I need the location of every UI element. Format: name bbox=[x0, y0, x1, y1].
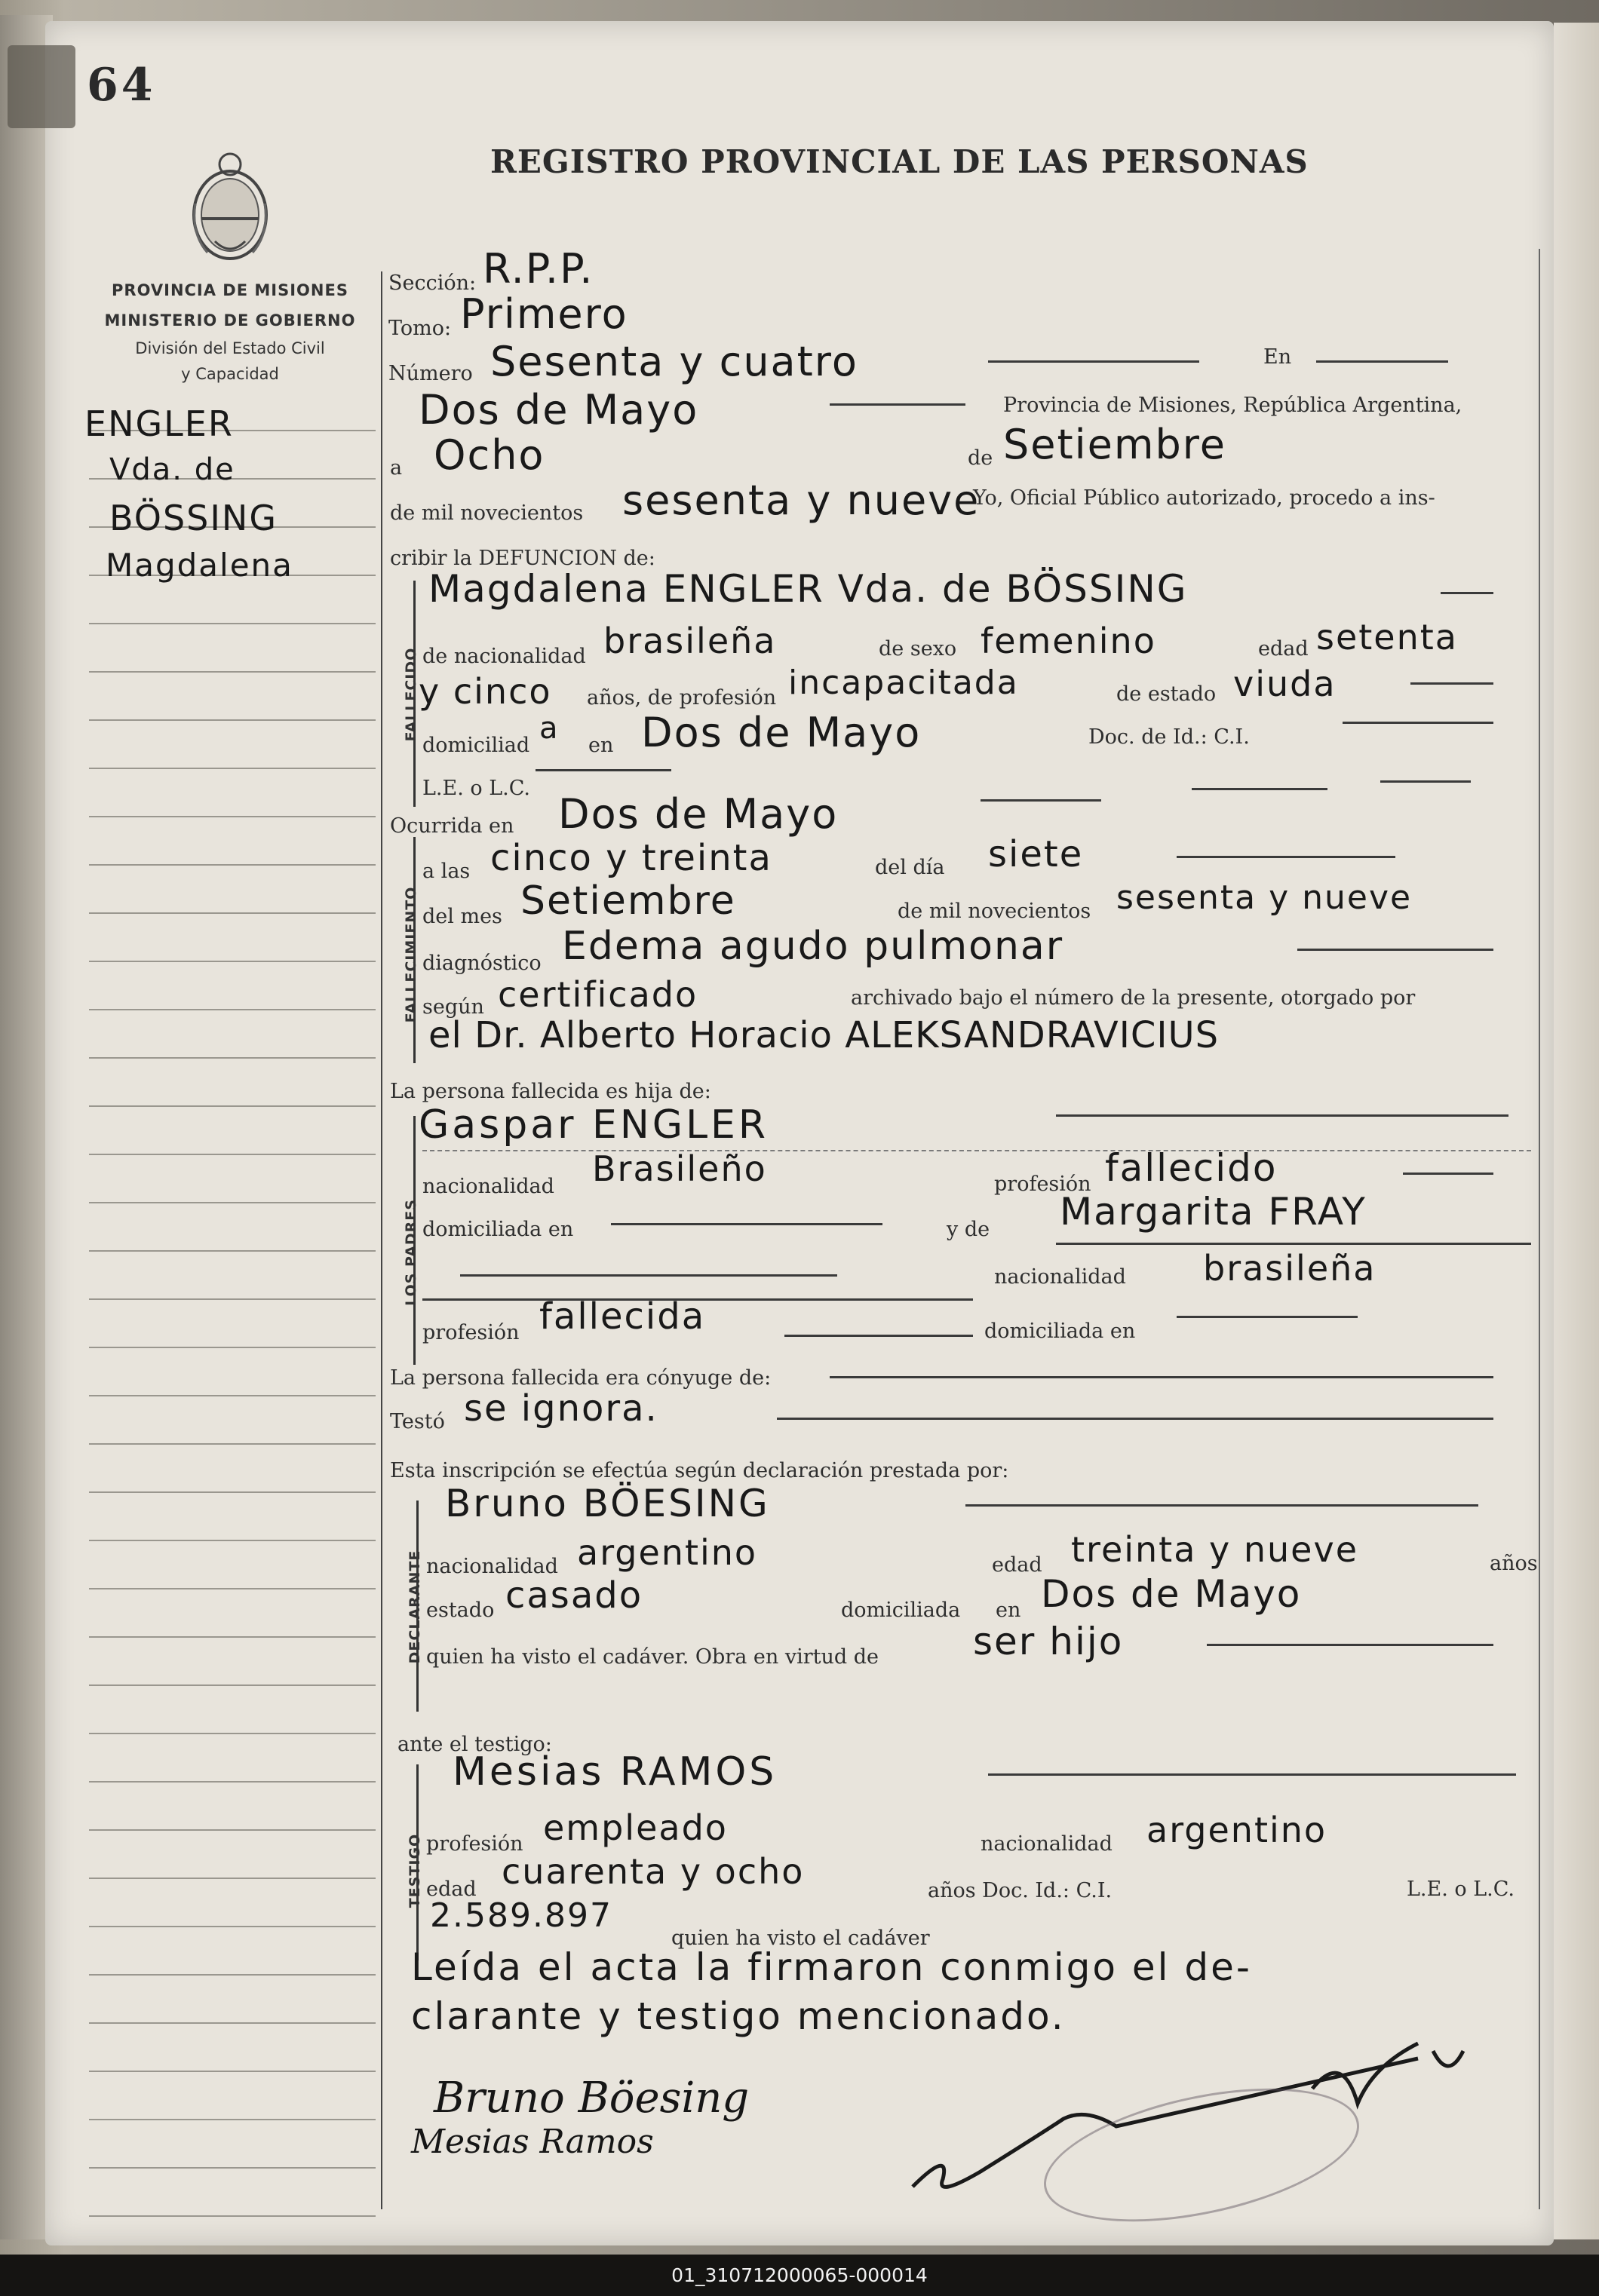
margin-line bbox=[89, 1443, 376, 1445]
declarante-dom-label: domiciliada bbox=[841, 1599, 961, 1622]
fallecido-domicilio-label: domiciliad bbox=[422, 734, 530, 757]
a-label: a bbox=[390, 456, 403, 480]
seccion-value: R.P.P. bbox=[483, 245, 594, 293]
margin-line bbox=[89, 1636, 376, 1638]
fallec-anio-label: de mil novecientos bbox=[898, 900, 1091, 923]
testigo-edad: cuarenta y ocho bbox=[502, 1851, 805, 1892]
medico-value: el Dr. Alberto Horacio ALEKSANDRAVICIUS bbox=[428, 1014, 1220, 1056]
hora-label: a las bbox=[422, 860, 471, 883]
mes-value: Setiembre bbox=[520, 878, 736, 924]
margin-line bbox=[89, 912, 376, 914]
dia-label: del día bbox=[875, 856, 945, 879]
document-title: REGISTRO PROVINCIAL DE LAS PERSONAS bbox=[490, 143, 1309, 180]
fallecido-side-label: FALLECIDO bbox=[403, 647, 419, 742]
madre-dom-label: domiciliada en bbox=[984, 1320, 1136, 1343]
anio-label: de mil novecientos bbox=[390, 501, 584, 525]
declarante-side-label: DECLARANTE bbox=[407, 1550, 423, 1664]
declarante-nacionalidad: argentino bbox=[577, 1532, 758, 1573]
numero-label: Número bbox=[388, 362, 473, 385]
testigo-nombre: Mesias RAMOS bbox=[453, 1749, 778, 1795]
margin-line bbox=[89, 1057, 376, 1059]
margin-line bbox=[89, 1733, 376, 1734]
cierre-line-2: clarante y testigo mencionado. bbox=[411, 1994, 1066, 2038]
tomo-value: Primero bbox=[460, 290, 628, 338]
testigo-le-label: L.E. o L.C. bbox=[1407, 1878, 1515, 1901]
padre-profesion: fallecido bbox=[1105, 1146, 1278, 1190]
testigo-edad-label: edad bbox=[426, 1878, 477, 1901]
book-edge-right bbox=[1554, 23, 1599, 2239]
fallecido-doc-fill bbox=[1343, 722, 1493, 724]
fallecido-edad-label: edad bbox=[1258, 637, 1309, 661]
margin-line bbox=[89, 1684, 376, 1686]
en-label: En bbox=[1263, 345, 1292, 369]
hora-value: cinco y treinta bbox=[490, 837, 772, 879]
declarante-estado: casado bbox=[505, 1574, 643, 1617]
margin-line bbox=[89, 768, 376, 769]
testigo-nacionalidad: argentino bbox=[1146, 1810, 1327, 1850]
agency-block bbox=[83, 275, 377, 387]
margin-line bbox=[89, 1926, 376, 1927]
fallecido-domicilio-suffix: a bbox=[539, 711, 560, 746]
margin-line bbox=[89, 2022, 376, 2024]
conyuge-label: La persona fallecida era cónyuge de: bbox=[390, 1366, 772, 1390]
padres-side-label: LOS PADRES bbox=[403, 1199, 419, 1306]
en-fill-line bbox=[1316, 360, 1448, 363]
fallecido-anos-label: años, de profesión bbox=[587, 686, 777, 710]
testigo-anos-label: años Doc. Id.: C.I. bbox=[928, 1879, 1113, 1902]
fallecido-estado-fill bbox=[1410, 682, 1493, 685]
margin-line bbox=[89, 864, 376, 866]
form-right-border bbox=[1539, 249, 1540, 2209]
margin-line bbox=[89, 816, 376, 817]
fallecido-sexo-label: de sexo bbox=[879, 637, 957, 661]
testo-fill bbox=[777, 1418, 1493, 1420]
fallecido-le-fill bbox=[536, 769, 671, 771]
fallecido-estado: viuda bbox=[1233, 664, 1337, 704]
testigo-side-label: TESTIGO bbox=[407, 1833, 423, 1908]
padre-dom-fill bbox=[611, 1223, 882, 1225]
mes-label: del mes bbox=[422, 905, 502, 928]
declarante-edad: treinta y nueve bbox=[1071, 1529, 1358, 1570]
declarante-nombre-fill bbox=[965, 1504, 1478, 1507]
padre-dom-label: domiciliada en bbox=[422, 1218, 574, 1241]
numero-value: Sesenta y cuatro bbox=[490, 338, 858, 385]
testo-value: se ignora. bbox=[464, 1387, 658, 1430]
madre-profesion: fallecida bbox=[539, 1295, 706, 1338]
margin-line bbox=[89, 2167, 376, 2169]
margin-line bbox=[89, 719, 376, 721]
testigo-visto-label: quien ha visto el cadáver bbox=[671, 1927, 930, 1950]
margin-line bbox=[89, 1491, 376, 1493]
fallecido-estado-label: de estado bbox=[1116, 682, 1217, 706]
segun-label: según bbox=[422, 995, 484, 1019]
margin-given-name: Magdalena bbox=[106, 547, 293, 584]
padre-profesion-fill bbox=[1403, 1173, 1493, 1175]
agency-ministry: MINISTERIO DE GOBIERNO bbox=[104, 311, 356, 330]
declarante-edad-label: edad bbox=[992, 1553, 1042, 1577]
binder-clip bbox=[8, 45, 75, 128]
margin-line bbox=[89, 1829, 376, 1831]
margin-line bbox=[89, 1974, 376, 1976]
image-id-footer: 01_310712000065-000014 bbox=[0, 2255, 1599, 2296]
firma-testigo: Mesias Ramos bbox=[411, 2123, 654, 2161]
testigo-ante-label: ante el testigo: bbox=[397, 1733, 552, 1756]
testigo-nac-label: nacionalidad bbox=[981, 1832, 1113, 1856]
declarante-nac-label: nacionalidad bbox=[426, 1555, 558, 1578]
yde-label: y de bbox=[947, 1218, 990, 1241]
margin-line bbox=[89, 1202, 376, 1203]
dia-value: Ocho bbox=[434, 431, 545, 479]
fallecido-edad: setenta bbox=[1316, 617, 1458, 658]
margin-line bbox=[89, 1347, 376, 1348]
page-number: 64 bbox=[87, 59, 156, 112]
declarante-estado-label: estado bbox=[426, 1599, 495, 1622]
seccion-label: Sección: bbox=[388, 271, 477, 295]
declarante-virtud: ser hijo bbox=[973, 1620, 1124, 1663]
diagnostico-label: diagnóstico bbox=[422, 952, 542, 975]
padre-rule bbox=[422, 1150, 1531, 1151]
conyuge-fill bbox=[830, 1376, 1493, 1378]
ocurrida-label: Ocurrida en bbox=[390, 814, 514, 838]
fallecido-le-fill4 bbox=[1380, 780, 1471, 783]
margin-line bbox=[89, 2071, 376, 2072]
madre-prof-label: profesión bbox=[422, 1321, 520, 1344]
fallecido-nac-label: de nacionalidad bbox=[422, 645, 586, 668]
archivado-text: archivado bajo el número de la presente, otorgado por bbox=[851, 986, 1416, 1010]
padre-nacionalidad: Brasileño bbox=[592, 1148, 767, 1189]
form-left-border bbox=[381, 271, 382, 2209]
madre-nacionalidad: brasileña bbox=[1203, 1248, 1376, 1289]
testo-label: Testó bbox=[390, 1410, 445, 1433]
fallecimiento-side-label: FALLECIMIENTO bbox=[403, 886, 419, 1023]
diagnostico-fill bbox=[1297, 949, 1493, 951]
agency-division: División del Estado Civil bbox=[135, 339, 325, 357]
lugar-fill-line bbox=[830, 403, 965, 406]
fallecido-domicilio: Dos de Mayo bbox=[641, 709, 922, 756]
margin-line bbox=[89, 1781, 376, 1783]
fallecido-nombre-fill bbox=[1441, 592, 1493, 594]
madre-nombre-fill bbox=[1056, 1243, 1531, 1245]
declarante-domicilio: Dos de Mayo bbox=[1041, 1572, 1302, 1616]
declarante-nombre: Bruno BÖESING bbox=[445, 1482, 770, 1525]
declarante-visto-label: quien ha visto el cadáver. Obra en virtud de bbox=[426, 1645, 879, 1669]
fallecido-doc-label: Doc. de Id.: C.I. bbox=[1088, 725, 1250, 749]
margin-line bbox=[89, 1105, 376, 1107]
hija-label: La persona fallecida es hija de: bbox=[390, 1080, 711, 1103]
margin-line bbox=[89, 671, 376, 673]
margin-line bbox=[89, 1154, 376, 1155]
testigo-prof-label: profesión bbox=[426, 1832, 523, 1856]
fallecido-profesion: incapacitada bbox=[788, 664, 1019, 702]
margin-line bbox=[89, 1009, 376, 1010]
madre-profesion-fill bbox=[784, 1335, 973, 1337]
margin-line bbox=[89, 2119, 376, 2120]
de-label: de bbox=[968, 446, 993, 470]
anio-value: sesenta y nueve bbox=[622, 477, 981, 524]
declarante-en-label: en bbox=[996, 1599, 1021, 1622]
margin-line bbox=[89, 2215, 376, 2217]
margin-line bbox=[89, 1298, 376, 1300]
firma-declarante: Bruno Böesing bbox=[434, 2074, 750, 2123]
oficial-text: Yo, Oficial Público autorizado, procedo a ins- bbox=[973, 486, 1435, 510]
margin-line bbox=[89, 1395, 376, 1396]
margin-line bbox=[89, 1588, 376, 1589]
padre-nac-label: nacionalidad bbox=[422, 1175, 554, 1198]
madre-nombre: Margarita FRAY bbox=[1060, 1190, 1367, 1234]
provincia-text: Provincia de Misiones, República Argentina, bbox=[1003, 394, 1462, 417]
padre-dom-fill2 bbox=[460, 1274, 837, 1277]
margin-line bbox=[89, 623, 376, 624]
declarante-intro: Esta inscripción se efectúa según declaración prestada por: bbox=[390, 1459, 1009, 1482]
dia-value: siete bbox=[988, 833, 1084, 875]
coat-of-arms-seal-icon bbox=[185, 143, 275, 264]
testigo-nombre-fill bbox=[988, 1773, 1516, 1776]
mes-value: Setiembre bbox=[1003, 421, 1227, 468]
margin-line bbox=[89, 1540, 376, 1541]
diagnostico-value: Edema agudo pulmonar bbox=[562, 924, 1064, 969]
lugar-value: Dos de Mayo bbox=[419, 386, 699, 434]
margin-vda: Vda. de bbox=[109, 452, 235, 487]
fallecido-le-label: L.E. o L.C. bbox=[422, 777, 531, 800]
declarante-virtud-fill bbox=[1207, 1644, 1493, 1646]
margin-line bbox=[89, 1250, 376, 1252]
fallecido-sexo: femenino bbox=[981, 621, 1156, 661]
inscribir-text: cribir la DEFUNCION de: bbox=[390, 547, 655, 570]
fallecido-nombre: Magdalena ENGLER Vda. de BÖSSING bbox=[428, 567, 1188, 611]
margin-surname: ENGLER bbox=[84, 403, 234, 444]
testigo-doc: 2.589.897 bbox=[430, 1896, 612, 1935]
ocurrida-lugar: Dos de Mayo bbox=[558, 790, 839, 838]
fallec-anio-value: sesenta y nueve bbox=[1116, 878, 1413, 917]
padre-nombre: Gaspar ENGLER bbox=[419, 1102, 769, 1148]
fallecido-le-fill3 bbox=[1192, 788, 1327, 790]
cierre-line-1: Leída el acta la firmaron conmigo el de- bbox=[411, 1945, 1252, 1989]
fallecido-en-label: en bbox=[588, 734, 614, 757]
fallecido-edad-cont: y cinco bbox=[419, 671, 552, 712]
agency-province: PROVINCIA DE MISIONES bbox=[112, 281, 348, 299]
declarante-anos-label: años bbox=[1490, 1552, 1538, 1575]
segun-value: certificado bbox=[498, 974, 698, 1015]
margin-line bbox=[89, 1878, 376, 1879]
testigo-profesion: empleado bbox=[543, 1807, 728, 1848]
padre-nombre-fill bbox=[1056, 1114, 1508, 1117]
padre-prof-label: profesión bbox=[994, 1173, 1091, 1196]
fallecido-nacionalidad: brasileña bbox=[603, 621, 777, 661]
madre-dom-fill bbox=[1177, 1316, 1358, 1318]
margin-bossing: BÖSSING bbox=[109, 498, 278, 538]
tomo-label: Tomo: bbox=[388, 317, 452, 340]
agency-capacity: y Capacidad bbox=[181, 365, 279, 383]
madre-nac-label: nacionalidad bbox=[994, 1265, 1126, 1289]
margin-line bbox=[89, 961, 376, 962]
dia-fill-line bbox=[1177, 856, 1395, 858]
numero-fill-line bbox=[988, 360, 1199, 363]
fallecido-le-fill2 bbox=[981, 799, 1101, 802]
